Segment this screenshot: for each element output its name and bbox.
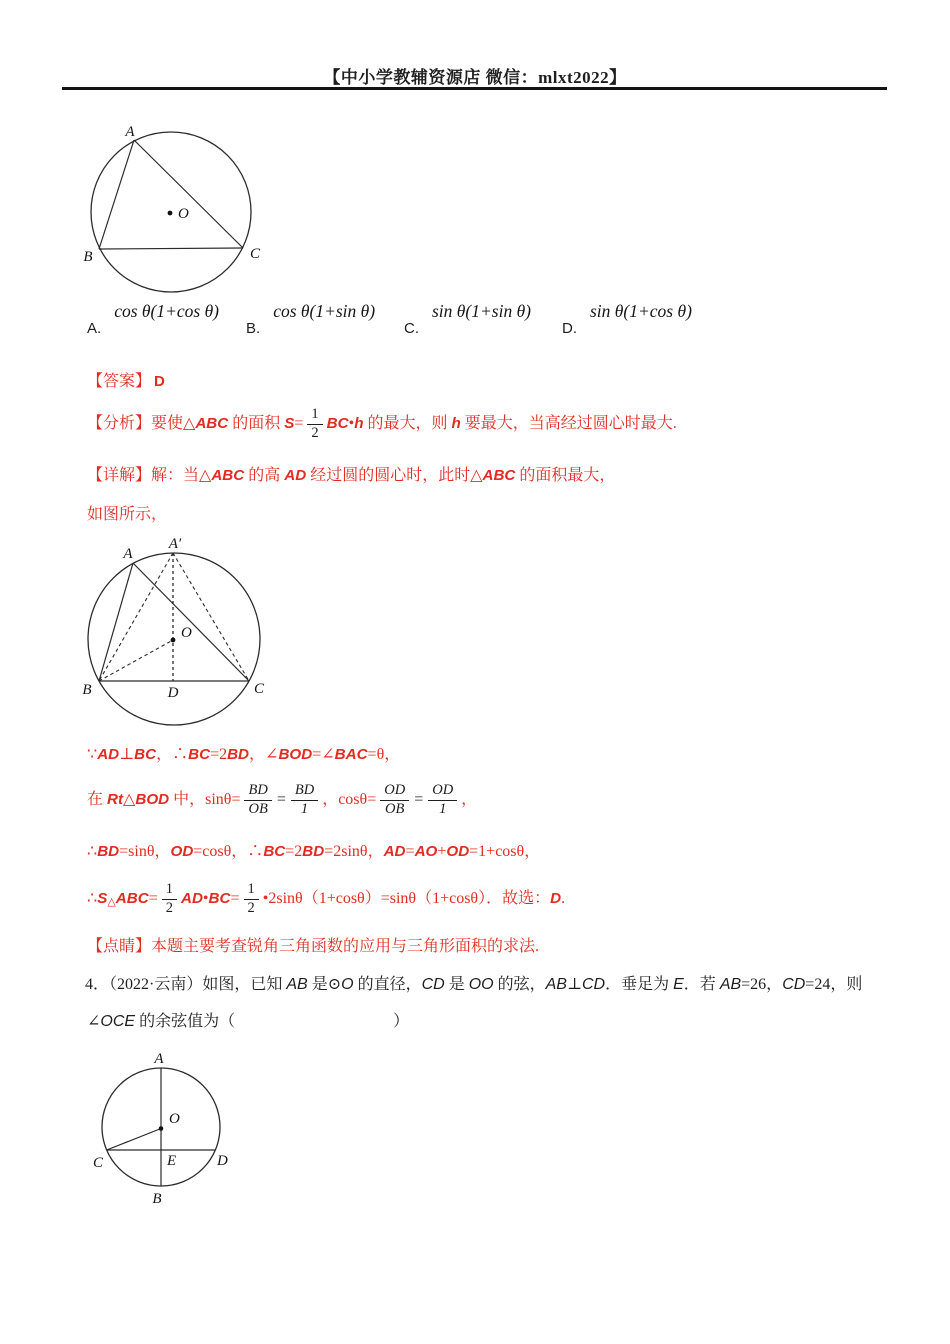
label-D: D: [167, 685, 179, 701]
detail-tag: 【详解】: [87, 467, 152, 484]
side-AC: [134, 140, 243, 248]
label-A: A: [154, 1051, 164, 1067]
dashed-ApC: [173, 553, 249, 681]
center-dot: [159, 1126, 164, 1131]
label-E: E: [167, 1153, 177, 1169]
step2-end: ，: [461, 791, 478, 808]
dashed-ApB: [99, 553, 173, 681]
detail-line: [87, 466, 615, 486]
option-c-label: C.: [404, 320, 419, 337]
fraction-one-half: $\frac{1}{2}$: [307, 407, 322, 441]
step2-pre: 在 Rt△BOD 中，sinθ=: [87, 791, 241, 808]
note-tag: 【点睛】: [87, 938, 152, 955]
center-dot: [168, 211, 173, 216]
label-O: O: [178, 206, 189, 222]
dashed-BO: [99, 640, 173, 681]
radius-OC: [107, 1129, 161, 1151]
option-b: [246, 303, 375, 347]
option-b-formula: cos θ(1+sin θ): [273, 301, 376, 321]
label-O: O: [169, 1111, 180, 1127]
step2-line: [87, 776, 477, 824]
side-AB: [99, 140, 134, 249]
side-AB: [99, 563, 133, 681]
step1-line: ∵AD⊥BC，∴BC=2BD，∠BOD=∠BAC=θ，: [87, 746, 401, 763]
center-dot: [171, 638, 176, 643]
option-a: [87, 303, 219, 347]
label-A: A: [123, 546, 133, 562]
label-D: D: [217, 1153, 228, 1169]
triangle-subscript: △: [107, 896, 116, 909]
step4-end: •2sinθ（1+cosθ）=sinθ（1+cosθ）．故选：D.: [262, 890, 566, 907]
option-b-label: B.: [246, 320, 261, 337]
circle-triangle-diagram-2: [78, 536, 284, 738]
circle-chord-diagram-3: [90, 1050, 242, 1216]
question4-line2-text: ∠OCE 的余弦值为（: [87, 1013, 236, 1030]
fraction-one-half: $\frac{1}{2}$: [162, 882, 177, 916]
closing-paren: ）: [393, 1013, 410, 1030]
label-B: B: [83, 249, 93, 265]
step4-line: [87, 874, 565, 924]
analysis-tag: 【分析】: [87, 415, 152, 432]
label-C: C: [254, 681, 265, 697]
question4-line2: [87, 1012, 409, 1032]
step4-pre: ∴S: [87, 890, 108, 907]
circle-triangle-diagram-1: [80, 123, 270, 305]
label-B: B: [82, 682, 92, 698]
label-C: C: [93, 1155, 104, 1171]
label-O: O: [181, 625, 192, 641]
fraction-one-half: $\frac{1}{2}$: [244, 882, 259, 916]
equals-sign: =: [276, 791, 286, 808]
label-C: C: [250, 246, 261, 262]
header-rule: [62, 87, 887, 90]
answer-value: D: [154, 373, 165, 390]
option-a-formula: cos θ(1+cos θ): [114, 301, 219, 321]
answer-line: [87, 372, 165, 392]
answer-tag: 【答案】: [87, 373, 152, 390]
option-c-formula: sin θ(1+sin θ): [432, 301, 532, 321]
analysis-text-post: BC•h 的最大，则 h 要最大，当高经过圆心时最大.: [326, 415, 677, 432]
label-A: A: [125, 124, 135, 140]
note-text: 本题主要考查锐角三角函数的应用与三角形面积的求法.: [151, 938, 540, 955]
fraction-OD-OB: $\frac{OD}{OB}$: [380, 783, 409, 817]
step2-mid: ，cosθ=: [322, 791, 377, 808]
fraction-OD-1: $\frac{OD}{1}$: [428, 783, 457, 817]
label-A-prime: A′: [168, 536, 182, 552]
option-c: [404, 303, 531, 347]
question4-line1: 4．（2022·云南）如图，已知 AB 是⊙O 的直径，CD 是 OO 的弦，AB⊥CD．垂足为 E．若 AB=26，CD=24，则: [85, 976, 863, 993]
option-d-formula: sin θ(1+cos θ): [590, 301, 692, 321]
step4-mid: AD•BC=: [180, 890, 240, 907]
option-a-label: A.: [87, 320, 102, 337]
step3-line: ∴BD=sinθ，OD=cosθ，∴BC=2BD=2sinθ，AD=AO+OD=1+cosθ，: [87, 843, 541, 860]
fraction-BD-OB: $\frac{BD}{OB}$: [244, 783, 271, 817]
label-B: B: [152, 1191, 162, 1207]
side-BC: [99, 248, 243, 249]
note-line: [87, 937, 539, 957]
analysis-text-pre: 要使△ABC 的面积 S=: [151, 415, 304, 432]
option-d: [562, 303, 692, 347]
option-d-label: D.: [562, 320, 577, 337]
step4-pre2: ABC=: [115, 890, 158, 907]
page-header: 【中小学教辅资源店 微信：mlxt2022】: [323, 68, 627, 87]
analysis-line: [87, 401, 677, 447]
side-AC: [133, 563, 249, 681]
detail-text: 解：当△ABC 的高 AD 经过圆的圆心时，此时△ABC 的面积最大，: [151, 467, 616, 484]
as-shown-line: 如图所示，: [87, 506, 168, 523]
equals-sign: =: [414, 791, 424, 808]
fraction-BD-1: $\frac{BD}{1}$: [291, 783, 318, 817]
